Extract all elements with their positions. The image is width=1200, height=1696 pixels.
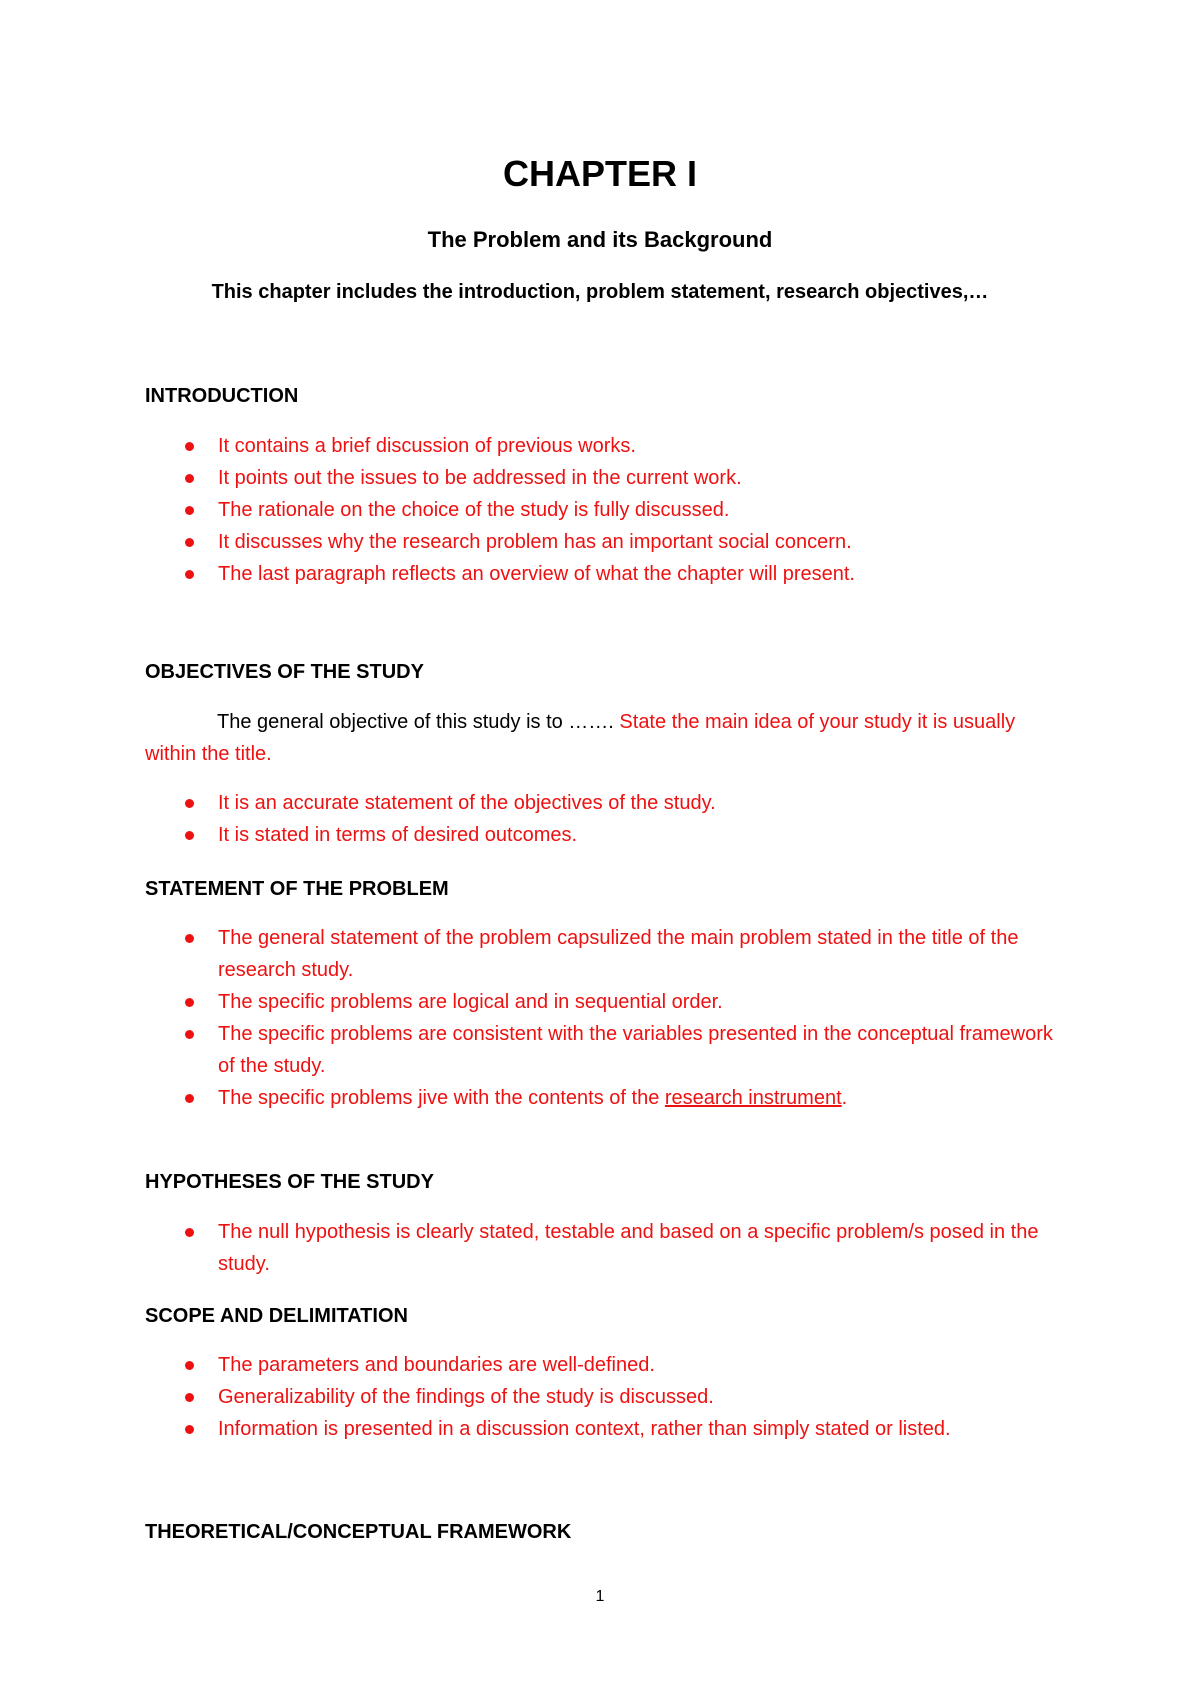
hypotheses-list bbox=[218, 1216, 1058, 1280]
list-item: The specific problems jive with the contents of the research instrument. bbox=[218, 1082, 1058, 1114]
scope-heading: SCOPE AND DELIMITATION bbox=[145, 1305, 408, 1327]
bullet-icon bbox=[185, 442, 194, 451]
bullet-icon bbox=[185, 506, 194, 515]
framework-heading: THEORETICAL/CONCEPTUAL FRAMEWORK bbox=[145, 1521, 572, 1543]
list-item: It is an accurate statement of the objectives of the study. bbox=[218, 787, 1058, 819]
list-item: The rationale on the choice of the study is fully discussed. bbox=[218, 494, 1058, 526]
bullet-icon bbox=[185, 799, 194, 808]
objectives-note: State the main idea of your study it is usually within the title. bbox=[145, 711, 1016, 765]
list-item: It points out the issues to be addressed in the current work. bbox=[218, 462, 1058, 494]
introduction-heading: INTRODUCTION bbox=[145, 385, 299, 407]
objectives-paragraph bbox=[145, 706, 1045, 770]
problem-heading: STATEMENT OF THE PROBLEM bbox=[145, 878, 449, 900]
list-item: The null hypothesis is clearly stated, testable and based on a specific problem/s posed in the study. bbox=[218, 1216, 1058, 1280]
objectives-heading: OBJECTIVES OF THE STUDY bbox=[145, 661, 424, 683]
list-item: It is stated in terms of desired outcomes. bbox=[218, 819, 1058, 851]
bullet-icon bbox=[185, 1228, 194, 1237]
bullet-icon bbox=[185, 1030, 194, 1039]
chapter-intro: This chapter includes the introduction, problem statement, research objectives,… bbox=[211, 281, 989, 303]
bullet-icon bbox=[185, 570, 194, 579]
list-item: The parameters and boundaries are well-defined. bbox=[218, 1349, 1058, 1381]
introduction-list bbox=[218, 430, 1058, 590]
list-item: Generalizability of the findings of the study is discussed. bbox=[218, 1381, 1058, 1413]
list-item: The general statement of the problem capsulized the main problem stated in the title of the research study. bbox=[218, 922, 1058, 986]
objectives-list bbox=[218, 787, 1058, 851]
list-item: Information is presented in a discussion context, rather than simply stated or listed. bbox=[218, 1413, 1058, 1445]
objectives-lead: The general objective of this study is to ……. bbox=[217, 711, 614, 733]
list-item: The specific problems are consistent with the variables presented in the conceptual framework of the study. bbox=[218, 1018, 1058, 1082]
hypotheses-heading: HYPOTHESES OF THE STUDY bbox=[145, 1171, 434, 1193]
bullet-icon bbox=[185, 1361, 194, 1370]
list-item: The last paragraph reflects an overview of what the chapter will present. bbox=[218, 558, 1058, 590]
list-item: It discusses why the research problem has an important social concern. bbox=[218, 526, 1058, 558]
bullet-icon bbox=[185, 1094, 194, 1103]
bullet-icon bbox=[185, 474, 194, 483]
bullet-icon bbox=[185, 538, 194, 547]
bullet-icon bbox=[185, 998, 194, 1007]
research-instrument-link[interactable]: research instrument bbox=[664, 1087, 842, 1109]
problem-list bbox=[218, 922, 1058, 1114]
bullet-icon bbox=[185, 831, 194, 840]
list-item: The specific problems are logical and in sequential order. bbox=[218, 986, 1058, 1018]
bullet-icon bbox=[185, 1393, 194, 1402]
list-item: It contains a brief discussion of previous works. bbox=[218, 430, 1058, 462]
scope-list bbox=[218, 1349, 1058, 1445]
bullet-icon bbox=[185, 934, 194, 943]
chapter-title: CHAPTER I bbox=[502, 153, 697, 194]
chapter-subtitle: The Problem and its Background bbox=[427, 227, 773, 252]
bullet-icon bbox=[185, 1425, 194, 1434]
page-number: 1 bbox=[595, 1588, 605, 1605]
